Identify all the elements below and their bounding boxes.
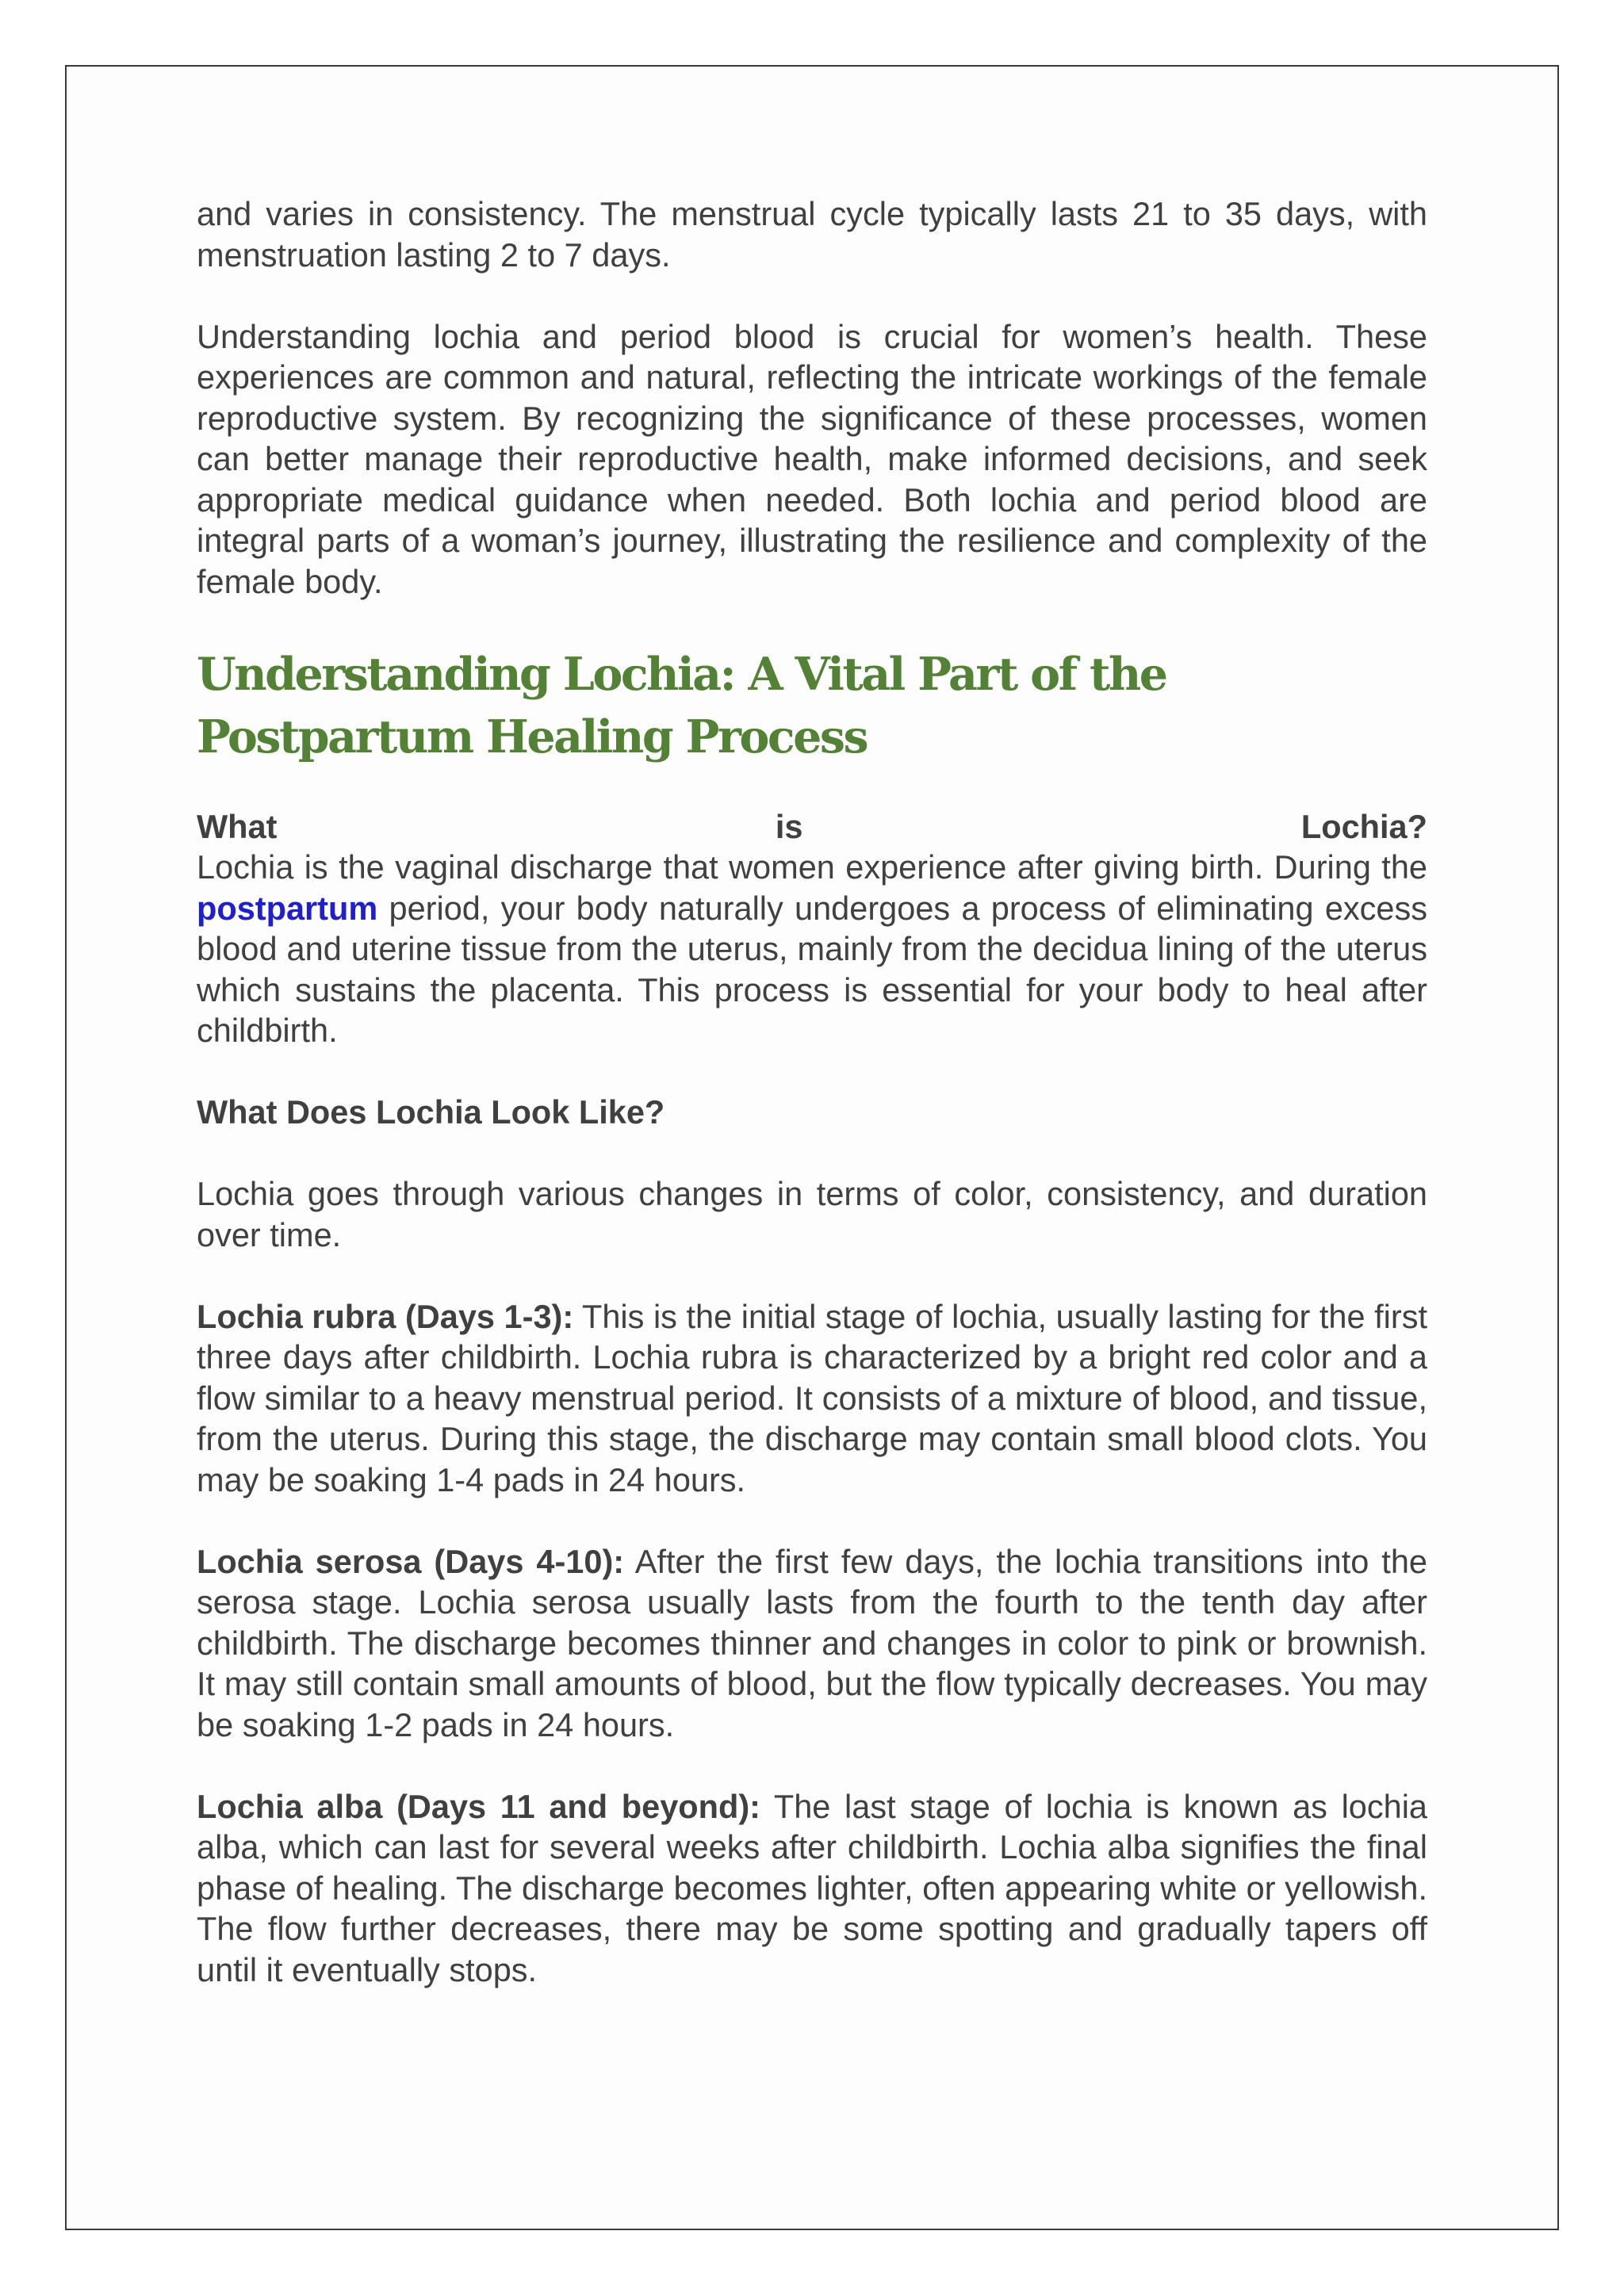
- what-is-word-2: is: [775, 807, 803, 845]
- postpartum-link[interactable]: postpartum: [197, 889, 378, 927]
- stage-text-alba: The last stage of lochia is known as lochia alba, which can last for several weeks after childbirth. Lochia alba signifies the final phase of healing. The discharge becomes lighter, often appearing white or yellowish. The flow further decreases, there may be some spotting and gradually tapers off until it eventually stops.: [197, 1787, 1427, 1988]
- stage-label-rubra: Lochia rubra (Days 1-3):: [197, 1297, 574, 1335]
- what-is-lochia-paragraph: [197, 847, 1427, 1051]
- stage-paragraph-alba: [197, 1786, 1427, 1991]
- what-is-lochia-heading: [197, 806, 1427, 848]
- document-content: [197, 193, 1427, 2031]
- stage-text-serosa: After the first few days, the lochia transitions into the serosa stage. Lochia serosa usually lasts from the fourth to the tenth day after childbirth. The discharge becomes thinner and changes in color to pink or brownish. It may still contain small amounts of blood, but the flow typically decreases. You may be soaking 1-2 pads in 24 hours.: [197, 1542, 1427, 1743]
- stage-paragraph-serosa: [197, 1541, 1427, 1746]
- what-is-text-before: Lochia is the vaginal discharge that women experience after giving birth. During the: [197, 848, 1427, 886]
- stage-label-serosa: Lochia serosa (Days 4-10):: [197, 1542, 625, 1580]
- stage-text-rubra: This is the initial stage of lochia, usually lasting for the first three days after childbirth. Lochia rubra is characterized by a bright red color and a flow similar to a heavy menstrual period. It consists of a mixture of blood, and tissue, from the uterus. During this stage, the discharge may contain small blood clots. You may be soaking 1-4 pads in 24 hours.: [197, 1297, 1428, 1498]
- what-is-word-3: Lochia?: [1300, 807, 1427, 845]
- intro-paragraph-2: Understanding lochia and period blood is crucial for women’s health. These experiences are common and natural, reflecting the intricate workings of the female reproductive system. By recognizing the significance of these processes, women can better manage their reproductive health, make informed decisions, and seek appropriate medical guidance when needed. Both lochia and period blood are integral parts of a woman’s journey, illustrating the resilience and complexity of the female body.: [197, 317, 1427, 600]
- look-like-intro: Lochia goes through various changes in terms of color, consistency, and duration over time.: [197, 1175, 1427, 1253]
- what-is-word-1: What: [197, 807, 278, 845]
- what-is-text-after: period, your body naturally undergoes a process of eliminating excess blood and uterine tissue from the uterus, mainly from the decidua lining of the uterus which sustains the placenta. This process is essential for your body to heal after childbirth.: [197, 889, 1427, 1049]
- section-heading: Understanding Lochia: A Vital Part of the Postpartum Healing Process: [197, 647, 1166, 763]
- stage-paragraph-rubra: [197, 1296, 1427, 1501]
- look-like-heading: What Does Lochia Look Like?: [197, 1093, 665, 1131]
- stage-label-alba: Lochia alba (Days 11 and beyond):: [197, 1787, 760, 1825]
- intro-paragraph-1: and varies in consistency. The menstrual cycle typically lasts 21 to 35 days, with menstruation lasting 2 to 7 days.: [197, 195, 1427, 274]
